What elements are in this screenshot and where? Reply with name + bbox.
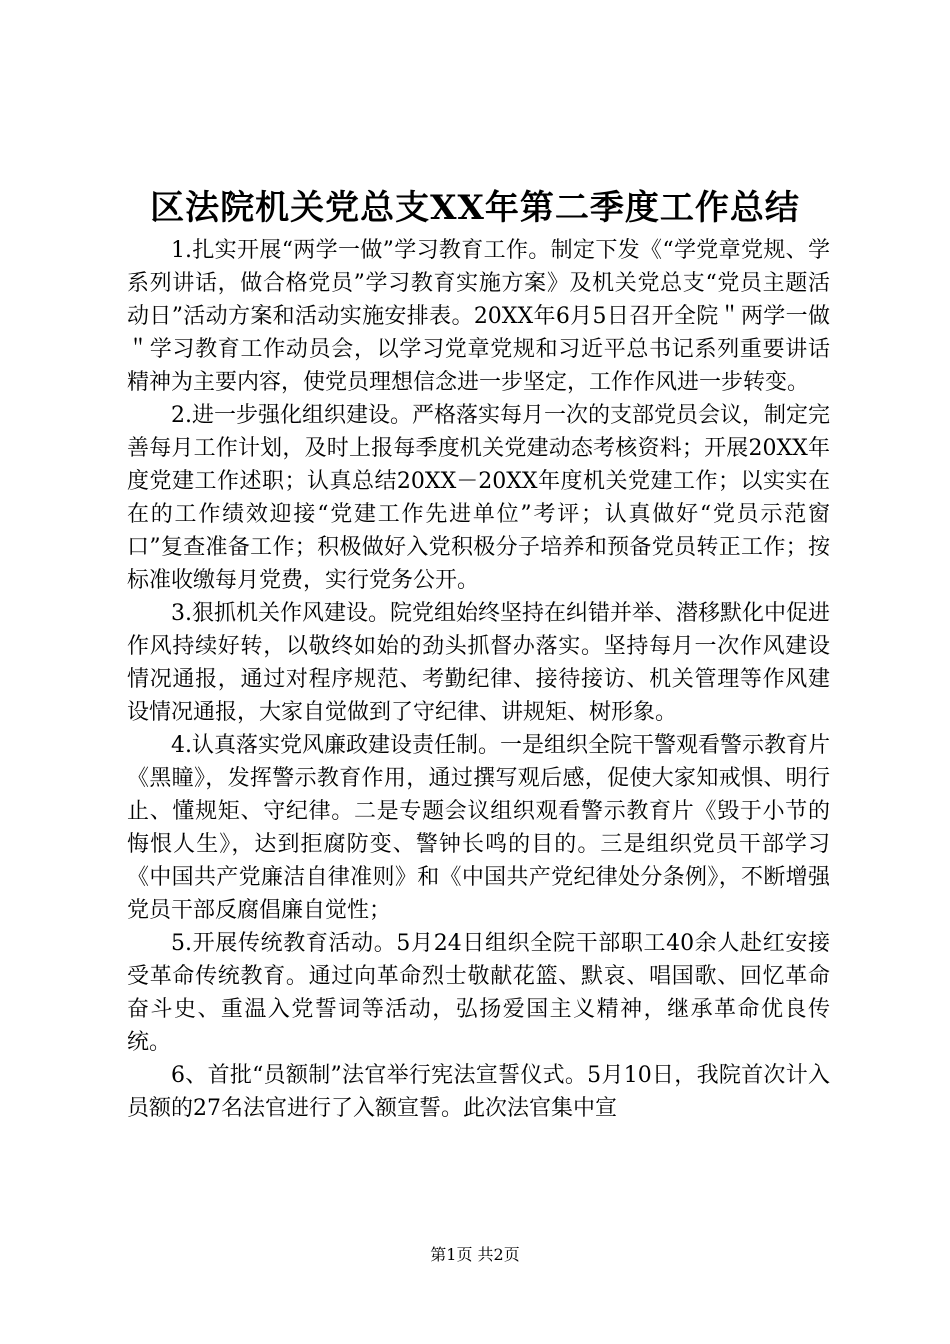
page-number-footer: 第1页 共2页 <box>430 1245 520 1264</box>
paragraph-4: 4.认真落实党风廉政建设责任制。一是组织全院干警观看警示教育片《黑瞳》，发挥警示教育作用，通过撰写观后感，促使大家知戒惧、明行止、懂规矩、守纪律。二是专题会议组织观看警示教育片《毁于小节的悔恨人生》，达到拒腐防变、警钟长鸣的目的。三是组织党员干部学习《中国共产党廉洁自律准则》和《中国共产党纪律处分条例》，不断增强党员干部反腐倡廉自觉性； <box>127 733 830 923</box>
paragraph-3: 3.狠抓机关作风建设。院党组始终坚持在纠错并举、潜移默化中促进作风持续好转，以敬终如始的劲头抓督办落实。坚持每月一次作风建设情况通报，通过对程序规范、考勤纪律、接待接访、机关管理等作风建设情况通报，大家自觉做到了守纪律、讲规矩、树形象。 <box>127 601 830 725</box>
paragraph-6: 6、首批“员额制”法官举行宪法宣誓仪式。5月10日，我院首次计入员额的27名法官进行了入额宣誓。此次法官集中宣 <box>127 1063 830 1121</box>
document-title: 区法院机关党总支XX年第二季度工作总结 <box>150 188 800 228</box>
paragraph-2: 2.进一步强化组织建设。严格落实每月一次的支部党员会议，制定完善每月工作计划，及时上报每季度机关党建动态考核资料；开展20XX年度党建工作述职；认真总结20XX－20XX年度机关党建工作；以实实在在的工作绩效迎接“党建工作先进单位”考评；认真做好“党员示范窗口”复查准备工作；积极做好入党积极分子培养和预备党员转正工作；按标准收缴每月党费，实行党务公开。 <box>127 403 830 593</box>
paragraph-1: 1.扎实开展“两学一做”学习教育工作。制定下发《“学党章党规、学系列讲话，做合格党员”学习教育实施方案》及机关党总支“党员主题活动日”活动方案和活动实施安排表。20XX年6月5日召开全院＂两学一做＂学习教育工作动员会，以学习党章党规和习近平总书记系列重要讲话精神为主要内容，使党员理想信念进一步坚定，工作作风进一步转变。 <box>127 238 830 395</box>
document-body <box>127 234 830 1125</box>
paragraph-5: 5.开展传统教育活动。5月24日组织全院干部职工40余人赴红安接受革命传统教育。通过向革命烈士敬献花篮、默哀、唱国歌、回忆革命奋斗史、重温入党誓词等活动，弘扬爱国主义精神，继承革命优良传统。 <box>127 931 830 1055</box>
